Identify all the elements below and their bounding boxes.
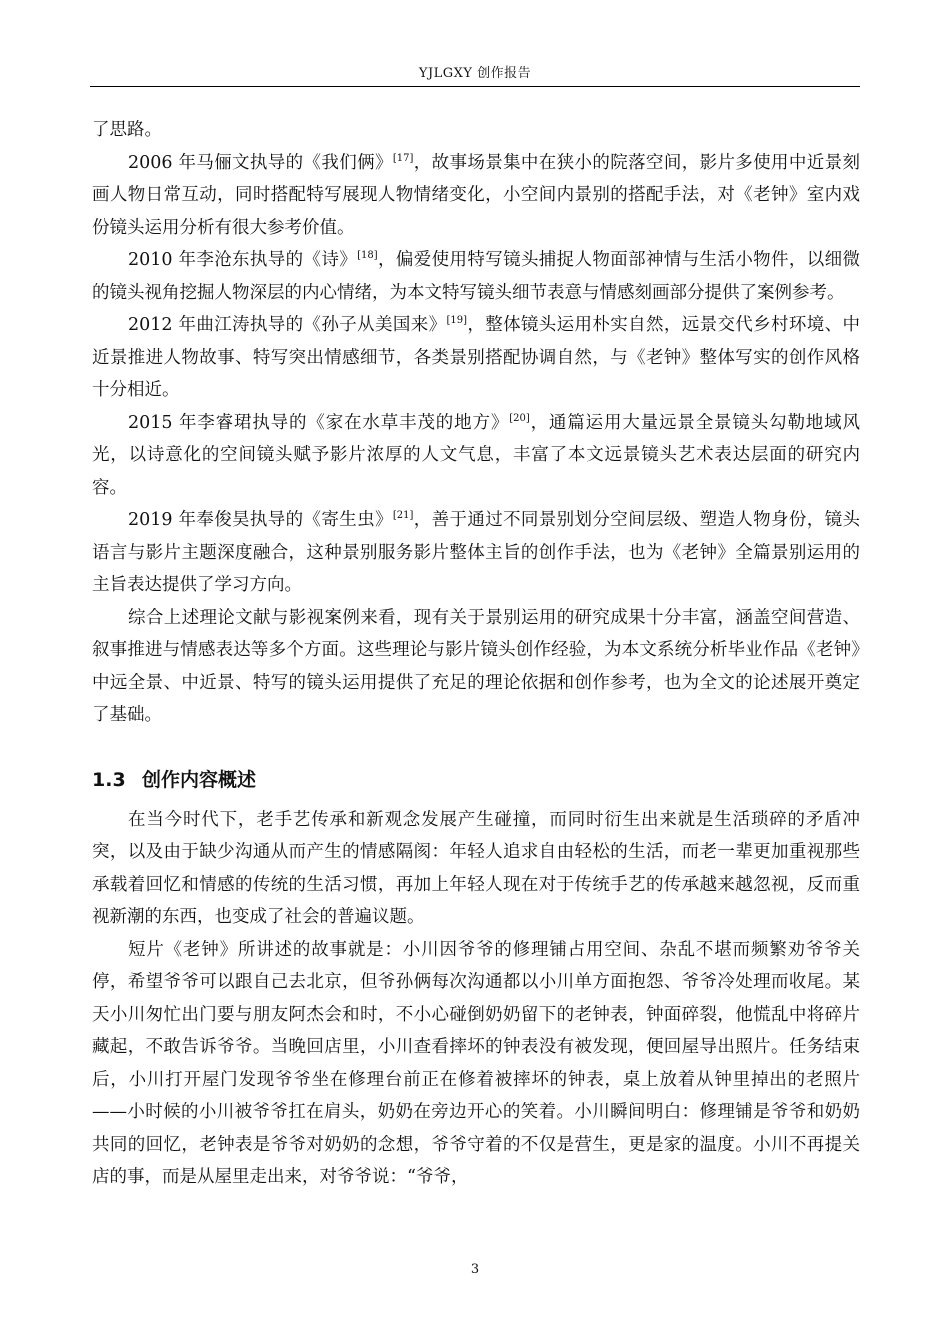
paragraph-text: 2019 年奉俊昊执导的《寄生虫》 — [128, 510, 393, 530]
paragraph — [92, 309, 860, 407]
paragraph: 了思路。 — [92, 120, 162, 140]
paragraph: 短片《老钟》所讲述的故事就是：小川因爷爷的修理铺占用空间、杂乱不堪而频繁劝爷爷关停，希望爷爷可以跟自己去北京，但爷孙俩每次沟通都以小川单方面抱怨、爷爷冷处理而收尾。某天小川匆忙出门要与朋友阿杰会和时，不小心碰倒奶奶留下的老钟表，钟面碎裂，他慌乱中将碎片藏起，不敢告诉爷爷。当晚回店里，小川查看摔坏的钟表没有被发现，便回屋导出照片。任务结束后，小川打开屋门发现爷爷坐在修理台前正在修着被摔坏的钟表，桌上放着从钟里掉出的老照片——小时候的小川被爷爷扛在肩头，奶奶在旁边开心的笑着。小川瞬间明白：修理铺是爷爷和奶奶共同的回忆，老钟表是爷爷对奶奶的念想，爷爷守着的不仅是营生，更是家的温度。小川不再提关店的事，而是从屋里走出来，对爷爷说：“爷爷， — [92, 939, 860, 1187]
paragraph-text: ，偏爱使用特写镜头捕捉人物面部神情与生活小物件，以细微的镜头视角挖掘人物深层的内心情绪，为本文特写镜头细节表意与情感刻画部分提供了案例参考。 — [92, 250, 861, 303]
running-header: YJLGXY 创作报告 — [418, 66, 532, 81]
paragraph-text: 2012 年曲江涛执导的《孙子从美国来》 — [128, 315, 447, 335]
citation-ref: [18] — [357, 250, 378, 261]
paragraph-text: ，故事场景集中在狭小的院落空间，影片多使用中近景刻画人物日常互动，同时搭配特写展现人物情绪变化，小空间内景别的搭配手法，对《老钟》室内戏份镜头运用分析有很大参考价值。 — [92, 152, 860, 238]
section-title: 创作内容概述 — [142, 768, 257, 791]
header-rule — [90, 86, 860, 87]
paragraph-text: 2015 年李睿珺执导的《家在水草丰茂的地方》 — [128, 412, 510, 433]
paragraph-text: ，善于通过不同景别划分空间层级、塑造人物身份，镜头语言与影片主题深度融合，这种景别服务影片整体主旨的创作手法，也为《老钟》全篇景别运用的主旨表达提供了学习方向。 — [92, 510, 860, 595]
section-number: 1.3 — [92, 768, 126, 791]
citation-ref: [21] — [392, 510, 414, 521]
citation-ref: [19] — [446, 315, 467, 326]
paragraph — [92, 504, 860, 602]
citation-ref: [17] — [392, 152, 414, 164]
page-number: 3 — [470, 1262, 480, 1277]
citation-ref: [20] — [509, 412, 530, 424]
paragraph-text: ，通篇运用大量远景全景镜头勾勒地域风光，以诗意化的空间镜头赋予影片浓厚的人文气息，丰富了本文远景镜头艺术表达层面的研究内容。 — [92, 412, 860, 498]
paragraph — [92, 244, 860, 309]
paragraph: 在当今时代下，老手艺传承和新观念发展产生碰撞，而同时衍生出来就是生活琐碎的矛盾冲突，以及由于缺少沟通从而产生的情感隔阂：年轻人追求自由轻松的生活，而老一辈更加重视那些承载着回忆和情感的传统的生活习惯，再加上年轻人现在对于传统手艺的传承越来越忽视，反而重视新潮的东西，也变成了社会的普遍议题。 — [92, 809, 860, 927]
paragraph-text: 2010 年李沧东执导的《诗》 — [128, 250, 358, 270]
paragraph-text: ，整体镜头运用朴实自然，远景交代乡村环境、中近景推进人物故事、特写突出情感细节，各类景别搭配协调自然，与《老钟》整体写实的创作风格十分相近。 — [92, 315, 860, 400]
paragraph — [92, 407, 860, 505]
section-heading — [92, 764, 860, 796]
paragraph-text: 2006 年马俪文执导的《我们俩》 — [128, 152, 393, 173]
paragraph: 综合上述理论文献与影视案例来看，现有关于景别运用的研究成果十分丰富，涵盖空间营造、叙事推进与情感表达等多个方面。这些理论与影片镜头创作经验，为本文系统分析毕业作品《老钟》中远全景、中近景、特写的镜头运用提供了充足的理论依据和创作参考，也为全文的论述展开奠定了基础。 — [92, 607, 860, 725]
page-body — [92, 114, 860, 1194]
paragraph — [92, 147, 860, 245]
